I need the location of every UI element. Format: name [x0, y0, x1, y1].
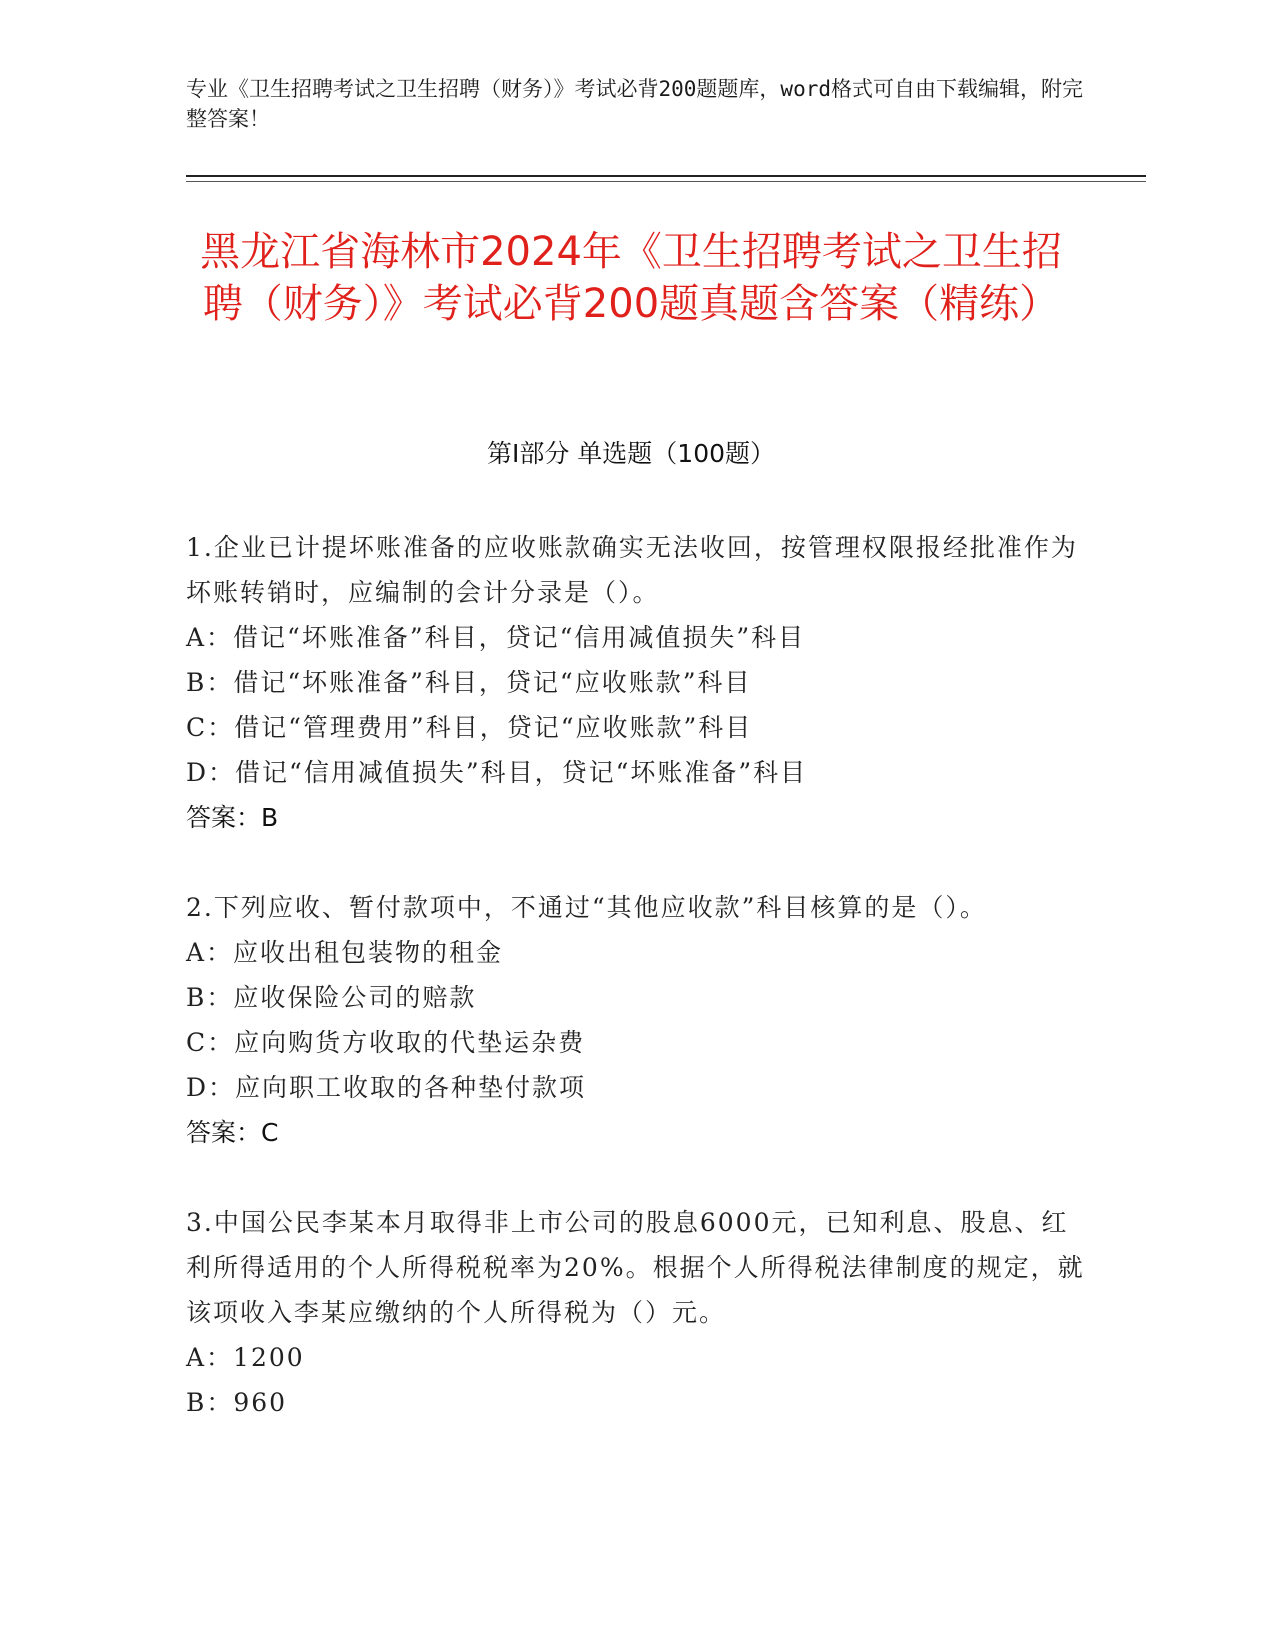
option-b: B：应收保险公司的赔款 [186, 983, 477, 1012]
option-a: A：应收出租包装物的租金 [186, 938, 504, 967]
option-d: D：应向职工收取的各种垫付款项 [186, 1073, 587, 1102]
question-2 [186, 885, 1086, 1155]
option-c: C：应向购货方收取的代垫运杂费 [186, 1028, 586, 1057]
header-note: 专业《卫生招聘考试之卫生招聘（财务）》考试必背200题题库，word格式可自由下载编辑，附完整答案！ [186, 77, 1083, 131]
question-stem: 1.企业已计提坏账准备的应收账款确实无法收回，按管理权限报经批准作为坏账转销时，应编制的会计分录是（）。 [186, 533, 1078, 607]
header-rule-thick [186, 175, 1146, 177]
option-a: A：借记“坏账准备”科目，贷记“信用减值损失”科目 [186, 623, 806, 652]
document-title: 黑龙江省海林市2024年《卫生招聘考试之卫生招聘（财务）》考试必背200题真题含答案（精练） [200, 229, 1062, 327]
question-list [186, 525, 1086, 1470]
option-a: A：1200 [186, 1343, 305, 1372]
answer-line: 答案：B [186, 803, 279, 832]
section-title: 第Ⅰ部分 单选题（100题） [486, 439, 776, 468]
option-b: B：960 [186, 1388, 288, 1417]
header-rule-thin [186, 181, 1146, 182]
question-1 [186, 525, 1086, 840]
option-b: B：借记“坏账准备”科目，贷记“应收账款”科目 [186, 668, 752, 697]
answer-line: 答案：C [186, 1118, 279, 1147]
question-stem: 3.中国公民李某本月取得非上市公司的股息6000元，已知利息、股息、红利所得适用的个人所得税税率为20%。根据个人所得税法律制度的规定，就该项收入李某应缴纳的个人所得税为（）元。 [186, 1208, 1085, 1327]
question-stem: 2.下列应收、暂付款项中，不通过“其他应收款”科目核算的是（）。 [186, 893, 987, 922]
option-c: C：借记“管理费用”科目，贷记“应收账款”科目 [186, 713, 753, 742]
question-3 [186, 1200, 1086, 1425]
option-d: D：借记“信用减值损失”科目，贷记“坏账准备”科目 [186, 758, 808, 787]
